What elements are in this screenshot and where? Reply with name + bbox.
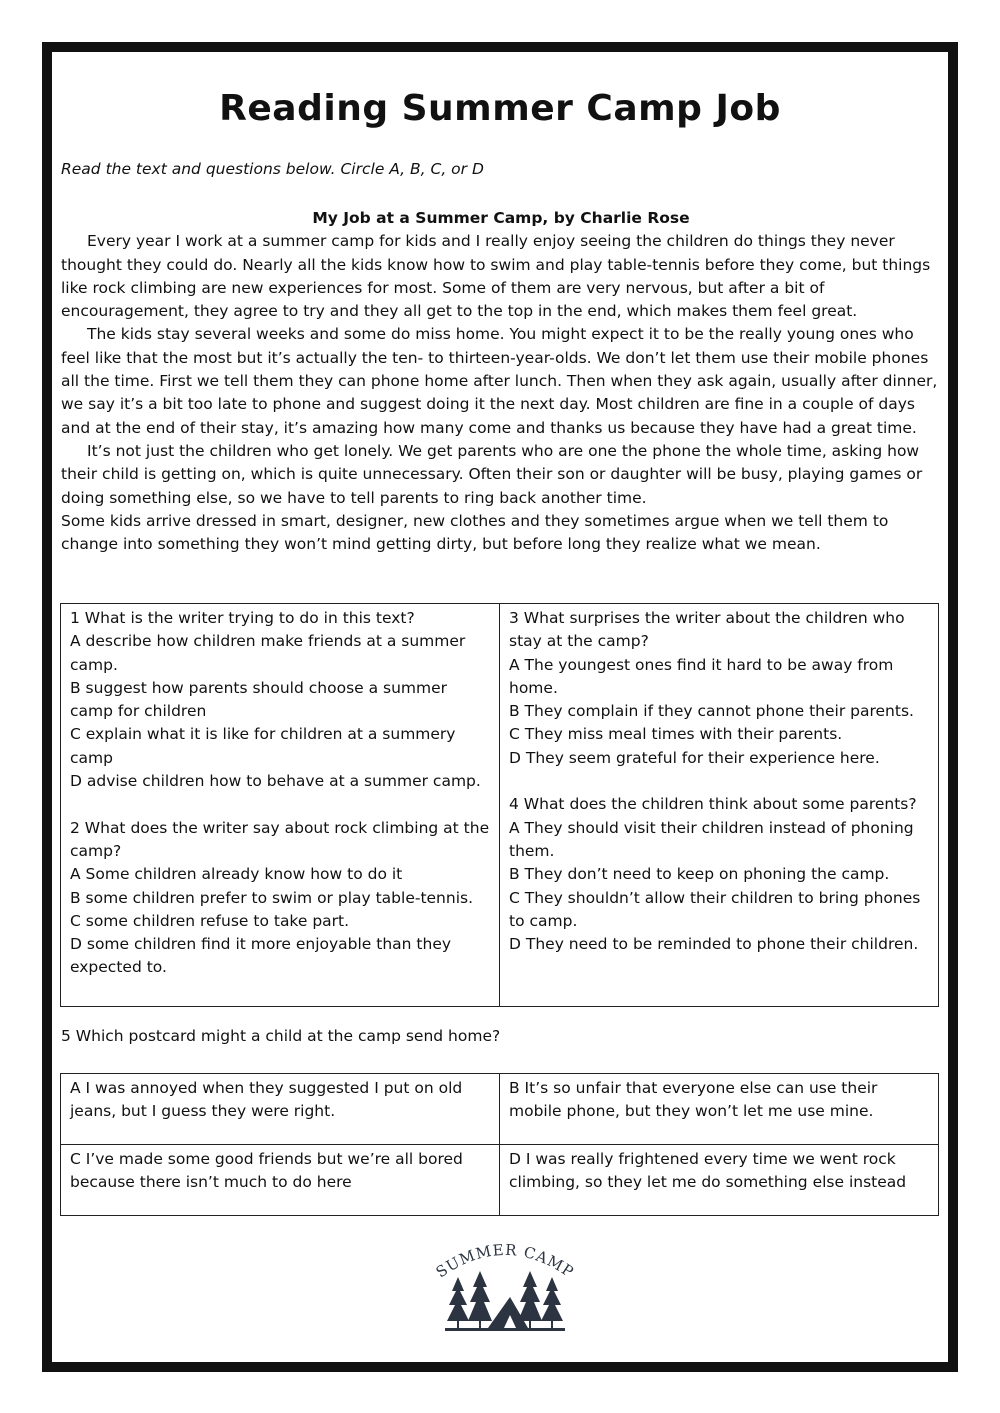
pine-trees-left-icon: [447, 1271, 492, 1328]
answer-option[interactable]: A Some children already know how to do it: [70, 865, 403, 884]
postcard-option-b[interactable]: B It’s so unfair that everyone else can use their mobile phone, but they won’t let me use mine.: [500, 1074, 939, 1145]
reading-passage: [61, 207, 941, 556]
question-stem: 1 What is the writer trying to do in this text?: [70, 609, 415, 627]
passage-paragraph: It’s not just the children who get lonely. We get parents who are one the phone the whole time, asking how their child is getting on, which is quite unnecessary. Often their son or daughter will be busy, playing games or doing something else, so we have to tell parents to ring back another time.: [61, 441, 923, 507]
answer-option[interactable]: A describe how children make friends at a summer camp.: [70, 632, 466, 674]
answer-option[interactable]: C They shouldn’t allow their children to bring phones to camp.: [509, 888, 921, 930]
answer-option[interactable]: D advise children how to behave at a summer camp.: [70, 772, 481, 791]
answer-option[interactable]: C some children refuse to take part.: [70, 911, 350, 930]
answer-option[interactable]: B They don’t need to keep on phoning the camp.: [509, 865, 890, 884]
postcard-option-d[interactable]: D I was really frightened every time we went rock climbing, so they let me do something else instead: [500, 1145, 939, 1216]
passage-heading: My Job at a Summer Camp, by Charlie Rose: [312, 209, 690, 227]
answer-option[interactable]: A The youngest ones find it hard to be away from home.: [509, 655, 894, 697]
question-stem: 4 What does the children think about some parents?: [509, 795, 917, 814]
pine-trees-right-icon: [518, 1271, 563, 1328]
postcard-options-table: [60, 1073, 939, 1216]
logo-text: SUMMER CAMP: [432, 1240, 578, 1282]
ground-line: [445, 1328, 565, 1331]
postcard-option-a[interactable]: A I was annoyed when they suggested I put on old jeans, but I guess they were right.: [61, 1074, 500, 1145]
question-5-stem: 5 Which postcard might a child at the camp send home?: [61, 1027, 501, 1045]
answer-option[interactable]: B some children prefer to swim or play table-tennis.: [70, 888, 474, 907]
answer-option[interactable]: D They need to be reminded to phone their children.: [509, 935, 919, 954]
question-1: [70, 607, 490, 793]
answer-option[interactable]: B suggest how parents should choose a summer camp for children: [70, 678, 448, 721]
postcard-option-c[interactable]: C I’ve made some good friends but we’re all bored because there isn’t much to do here: [61, 1145, 500, 1216]
question-4: [509, 793, 929, 956]
answer-option[interactable]: D some children find it more enjoyable than they expected to.: [70, 935, 452, 977]
questions-table: [60, 603, 939, 1007]
question-stem: 2 What does the writer say about rock climbing at the camp?: [70, 818, 490, 860]
question-2: [70, 817, 490, 980]
answer-option[interactable]: A They should visit their children instead of phoning them.: [509, 818, 914, 860]
questions-right-column: [500, 604, 939, 1007]
worksheet-title: Reading Summer Camp Job: [219, 88, 781, 129]
passage-paragraph: The kids stay several weeks and some do miss home. You might expect it to be the really young ones who feel like that the most but it’s actually the ten- to thirteen-year-olds. We don’t let them use their mobile phones all the time. First we tell them they can phone home after lunch. Then when they ask again, usually after dinner, we say it’s a bit too late to phone and suggest doing it the next day. Most children are fine in a couple of days and at the end of their stay, it’s amazing how many come and thanks us because they have had a great time.: [61, 325, 938, 437]
question-3: [509, 607, 929, 770]
answer-option[interactable]: C explain what it is like for children at a summery camp: [70, 725, 456, 767]
passage-paragraph: Some kids arrive dressed in smart, designer, new clothes and they sometimes argue when we tell them to change into something they won’t mind getting dirty, but before long they realize what we mean.: [61, 511, 889, 554]
passage-paragraph: Every year I work at a summer camp for kids and I really enjoy seeing the children do things they never thought they could do. Nearly all the kids know how to swim and play table-tennis before they come, but things like rock climbing are new experiences for most. Some of them are very nervous, but after a bit of encouragement, they agree to try and they all get to the top in the end, which makes them feel great.: [61, 232, 931, 321]
answer-option[interactable]: C They miss meal times with their parents.: [509, 725, 843, 744]
instructions: Read the text and questions below. Circle A, B, C, or D: [61, 160, 484, 178]
questions-left-column: [61, 604, 500, 1007]
question-stem: 3 What surprises the writer about the children who stay at the camp?: [509, 609, 905, 651]
answer-option[interactable]: D They seem grateful for their experience here.: [509, 748, 880, 767]
summer-camp-logo-icon: [430, 1235, 580, 1335]
answer-option[interactable]: B They complain if they cannot phone their parents.: [509, 702, 914, 721]
